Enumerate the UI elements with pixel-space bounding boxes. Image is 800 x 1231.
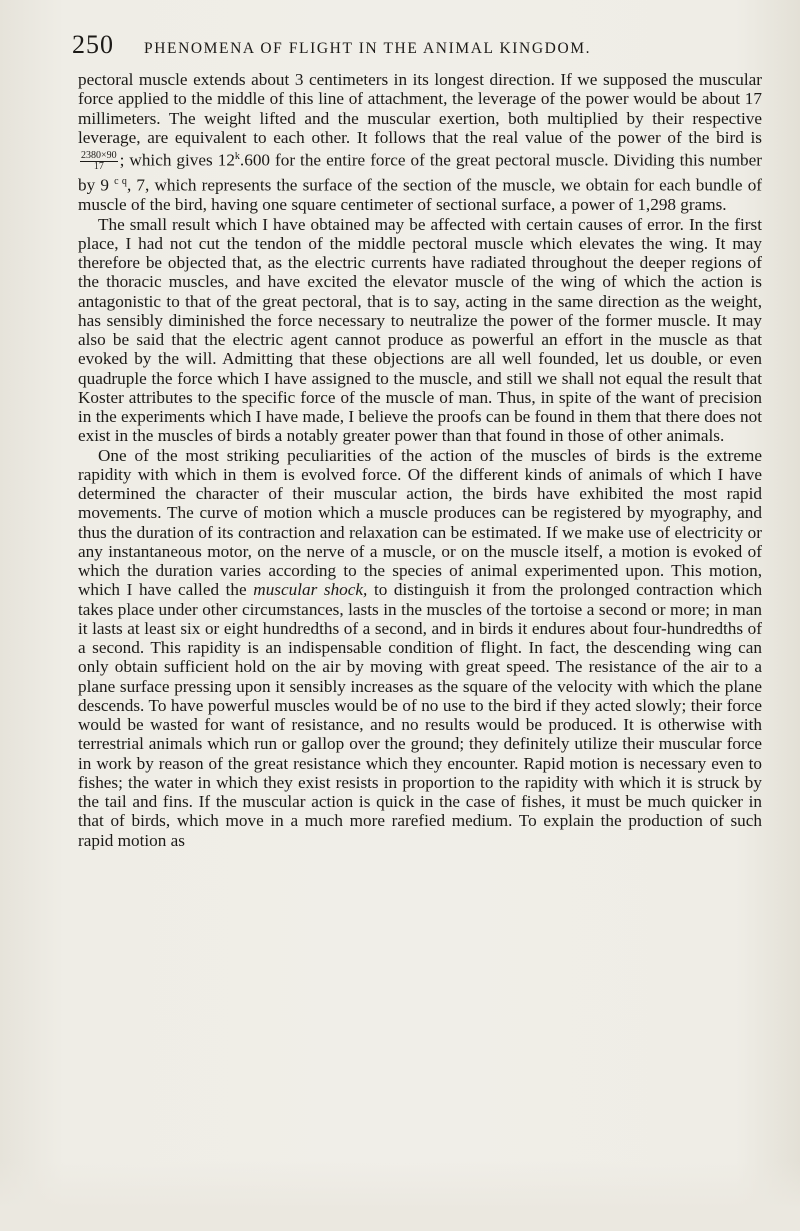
paragraph-3 [78, 446, 762, 850]
muscular-shock-term: muscular shock, [253, 580, 368, 600]
power-fraction [80, 151, 118, 172]
paragraph-1 [78, 70, 762, 215]
paragraph-3-part-b: to distinguish it from the prolonged contraction which takes place under other circumstances, lasts in the muscles of the tortoise a second or more; in man it lasts at least six or eight hundredths of a second, and in birds it endures about four-hundredths of a second. This rapidity is an indispensable condition of flight. In fact, the descending wing can only obtain sufficient hold on the air by moving with great speed. The resistance of the air to a plane surface pressing upon it sensibly increases as the square of the velocity with which the plane descends. To have powerful muscles would be of no use to the bird if they acted slowly; their force would be wasted for want of resistance, and no results would be produced. It is otherwise with terrestrial animals which run or gallop over the ground; they definitely utilize their muscular force in work by reason of the great resistance which they encounter. Rapid motion is necessary even to fishes; the water in which they exist resists in proportion to the rapidity with which it is struck by the tail and fins. If the muscular action is quick in the case of fishes, it must be much quicker in that of birds, which move in a much more rarefied medium. To explain the production of such rapid motion as [78, 580, 763, 850]
paragraph-1-part-c: .600 for the entire force of the great pectoral muscle. Dividing this number by 9 [78, 150, 763, 196]
page-header [72, 30, 780, 64]
fraction-denominator: 17 [93, 161, 104, 173]
paragraph-1-part-d: , 7, which represents the surface of the section of the muscle, we obtain for each bundle of muscle of the bird, having one square centimeter of sectional surface, a power of 1,298 grams. [78, 176, 763, 215]
fraction-numerator: 2380×90 [81, 150, 117, 162]
paragraph-1-part-b: ; which gives 12 [119, 150, 235, 170]
running-title: PHENOMENA OF FLIGHT IN THE ANIMAL KINGDOM. [144, 40, 592, 57]
paragraph-2: The small result which I have obtained may be affected with certain causes of error. In the first place, I had not cut the tendon of the middle pectoral muscle which elevates the wing. It may therefore be objected that, as the electric currents have radiated throughout the deeper regions of the thoracic muscles, and have excited the elevator muscle of the wing of which the action is antagonistic to that of the great pectoral, that is to say, acting in the same direction as the weight, has sensibly diminished the force necessary to neutralize the power of the former muscle. It may also be said that the electric agent cannot produce as powerful an effort in the muscle as that evoked by the will. Admitting that these objections are all well founded, let us double, or even quadruple the force which I have assigned to the muscle, and still we shall not equal the result that Koster attributes to the specific force of the muscle of man. Thus, in spite of the want of precision in the experiments which I have made, I believe the proofs can be found in them that there does not exist in the muscles of birds a notably greater power than that found in those of other animals. [78, 214, 762, 446]
paragraph-3-part-a: One of the most striking peculiarities of the action of the muscles of birds is the extreme rapidity with which in them is evolved force. Of the different kinds of animals of which I have determined the character of their muscular action, the birds have exhibited the most rapid movements. The curve of motion which a muscle produces can be registered by myography, and thus the duration of its contraction and relaxation can be estimated. If we make use of electricity or any instantaneous motor, on the nerve of a muscle, or on the muscle itself, a motion is evoked of which the duration varies according to the species of animal experimented upon. This motion, which I have called the [78, 445, 762, 600]
page-bottom-shadow [0, 1161, 800, 1231]
page-number: 250 [72, 30, 114, 59]
paragraph-1-part-a: pectoral muscle extends about 3 centimeters in its longest direction. If we supposed the muscular force applied to the middle of this line of attachment, the leverage of the power would be about 17 millimeters. The weight lifted and the muscular exertion, both multiplied by their respective leverage, are equivalent to each other. It follows that the real value of the power of the bird is [78, 70, 762, 147]
body-text [78, 70, 762, 850]
kilogram-superscript: k [234, 151, 240, 162]
square-cm-superscript: c q [114, 176, 127, 188]
